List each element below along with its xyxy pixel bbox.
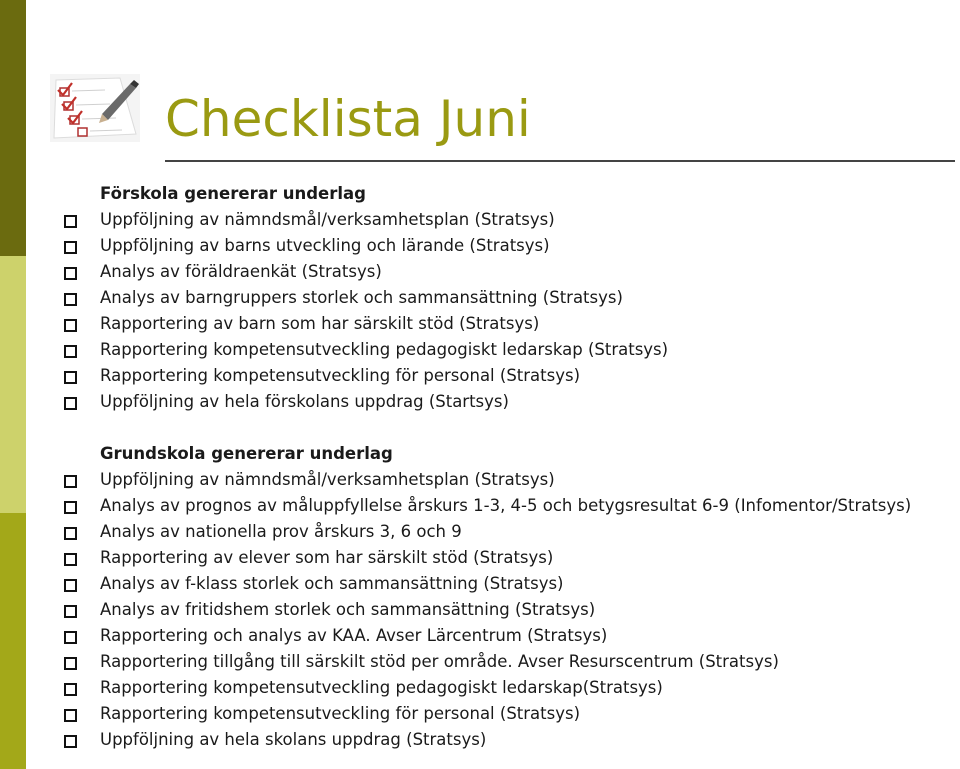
list-item [60,259,955,285]
square-bullet-icon [64,293,77,306]
list-item-text: Uppföljning av hela skolans uppdrag (Stratsys) [100,730,487,749]
square-bullet-icon [64,267,77,280]
list-item [60,493,955,519]
section-heading-grundskola: Grundskola genererar underlag [100,444,393,463]
list-item [60,519,955,545]
list-item [60,597,955,623]
square-bullet-icon [64,371,77,384]
page-title: Checklista Juni [165,90,531,148]
square-bullet-icon [64,319,77,332]
list-item-text: Rapportering kompetensutveckling för personal (Stratsys) [100,704,581,723]
list-item [60,285,955,311]
list-item [60,467,955,493]
list-item [60,701,955,727]
square-bullet-icon [64,553,77,566]
square-bullet-icon [64,579,77,592]
square-bullet-icon [64,709,77,722]
list-item-text: Rapportering kompetensutveckling pedagogiskt ledarskap (Stratsys) [100,340,669,359]
square-bullet-icon [64,475,77,488]
square-bullet-icon [64,735,77,748]
side-bar-light [0,256,26,513]
list-item-text: Analys av barngruppers storlek och sammansättning (Stratsys) [100,288,623,307]
side-bar-mid [0,513,26,769]
section-spacer [60,415,955,441]
list-item-text: Analys av fritidshem storlek och sammansättning (Stratsys) [100,600,596,619]
grundskola-list [60,467,955,753]
list-item [60,363,955,389]
list-item-text: Rapportering kompetensutveckling pedagogiskt ledarskap(Stratsys) [100,678,663,697]
list-item-text: Uppföljning av nämndsmål/verksamhetsplan (Stratsys) [100,210,555,229]
square-bullet-icon [64,397,77,410]
list-item-text: Rapportering och analys av KAA. Avser Lärcentrum (Stratsys) [100,626,608,645]
list-item-text: Analys av föräldraenkät (Stratsys) [100,262,382,281]
side-bar-dark [0,0,26,256]
square-bullet-icon [64,501,77,514]
square-bullet-icon [64,345,77,358]
list-item-text: Rapportering av barn som har särskilt stöd (Stratsys) [100,314,540,333]
list-item-text: Analys av f-klass storlek och sammansättning (Stratsys) [100,574,564,593]
list-item [60,233,955,259]
list-item-text: Uppföljning av barns utveckling och lärande (Stratsys) [100,236,550,255]
list-item-text: Analys av nationella prov årskurs 3, 6 och 9 [100,522,462,541]
forskola-list [60,207,955,415]
list-item [60,727,955,753]
section-heading-forskola: Förskola genererar underlag [100,184,366,203]
list-item [60,675,955,701]
list-item [60,649,955,675]
list-item [60,571,955,597]
square-bullet-icon [64,605,77,618]
square-bullet-icon [64,215,77,228]
list-item [60,545,955,571]
square-bullet-icon [64,657,77,670]
square-bullet-icon [64,527,77,540]
square-bullet-icon [64,631,77,644]
list-item [60,389,955,415]
list-item-text: Rapportering kompetensutveckling för personal (Stratsys) [100,366,581,385]
title-divider [165,160,955,162]
list-item [60,207,955,233]
list-item-text: Uppföljning av hela förskolans uppdrag (Startsys) [100,392,509,411]
list-item-text: Analys av prognos av måluppfyllelse årskurs 1-3, 4-5 och betygsresultat 6-9 (Infomentor/Stratsys) [100,496,912,515]
list-item [60,623,955,649]
list-item-text: Uppföljning av nämndsmål/verksamhetsplan (Stratsys) [100,470,555,489]
list-item [60,337,955,363]
list-item-text: Rapportering tillgång till särskilt stöd per område. Avser Resurscentrum (Stratsys) [100,652,779,671]
list-item-text: Rapportering av elever som har särskilt stöd (Stratsys) [100,548,554,567]
list-item [60,311,955,337]
square-bullet-icon [64,683,77,696]
square-bullet-icon [64,241,77,254]
checklist-pen-icon [50,74,140,142]
checklist-content [60,181,955,753]
